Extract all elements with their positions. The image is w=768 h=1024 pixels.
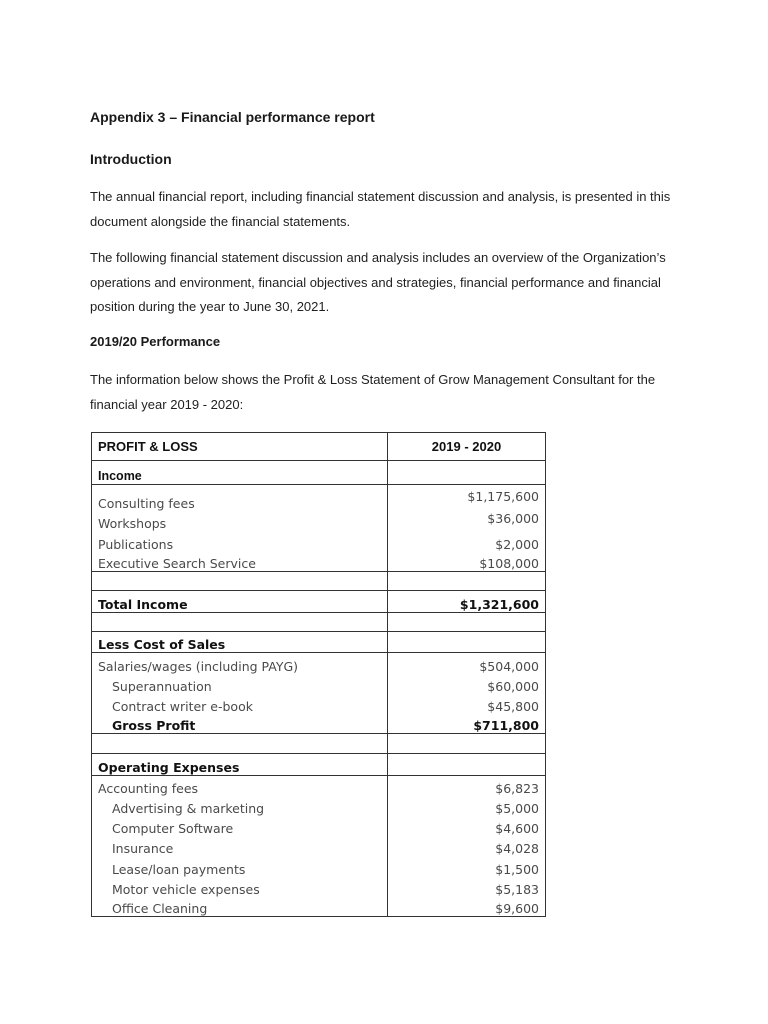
row-label: Lease/loan payments xyxy=(92,856,388,877)
income-heading: Income xyxy=(92,461,388,485)
row-value: $5,000 xyxy=(388,796,546,816)
row-value: $1,500 xyxy=(388,856,546,877)
table-row xyxy=(92,552,546,572)
table-row xyxy=(92,674,546,694)
row-value: $9,600 xyxy=(388,897,546,917)
row-label: Advertising & marketing xyxy=(92,796,388,816)
table-row xyxy=(92,816,546,836)
gross-profit-row xyxy=(92,714,546,734)
row-value: $45,800 xyxy=(388,694,546,714)
row-value: $4,028 xyxy=(388,836,546,856)
gross-profit-value: $711,800 xyxy=(388,714,546,734)
income-heading-row xyxy=(92,461,546,485)
performance-heading: 2019/20 Performance xyxy=(90,334,221,349)
row-label: Publications xyxy=(92,531,388,552)
row-label: Executive Search Service xyxy=(92,552,388,572)
intro-paragraph-1: The annual financial report, including financial statement discussion and analysis, is presented in this document alongside the financial statements. xyxy=(90,189,671,229)
row-label: Computer Software xyxy=(92,816,388,836)
row-label: Contract writer e-book xyxy=(92,694,388,714)
header-label-cell: PROFIT & LOSS xyxy=(92,433,388,461)
gross-profit-label: Gross Profit xyxy=(92,714,388,734)
row-label: Insurance xyxy=(92,836,388,856)
header-year-cell: 2019 - 2020 xyxy=(388,433,546,461)
table-row xyxy=(92,531,546,552)
row-label: Consulting fees xyxy=(92,485,388,511)
document-title: Appendix 3 – Financial performance report xyxy=(90,109,375,125)
row-label: Salaries/wages (including PAYG) xyxy=(92,653,388,674)
row-value: $60,000 xyxy=(388,674,546,694)
cost-of-sales-heading: Less Cost of Sales xyxy=(92,632,388,653)
opex-heading-row xyxy=(92,754,546,776)
row-value: $36,000 xyxy=(388,511,546,531)
row-value: $2,000 xyxy=(388,531,546,552)
total-income-label: Total Income xyxy=(92,591,388,613)
table-row xyxy=(92,796,546,816)
row-value: $1,175,600 xyxy=(388,485,546,511)
operating-expenses-heading: Operating Expenses xyxy=(92,754,388,776)
row-label: Accounting fees xyxy=(92,776,388,796)
row-value: $4,600 xyxy=(388,816,546,836)
table-row xyxy=(92,653,546,674)
row-label: Motor vehicle expenses xyxy=(92,877,388,897)
row-value: $6,823 xyxy=(388,776,546,796)
table-header-row xyxy=(92,433,546,461)
table-row xyxy=(92,776,546,796)
performance-paragraph: The information below shows the Profit & Loss Statement of Grow Management Consultant for the financial year 2019 - 2020: xyxy=(90,372,656,412)
total-income-row xyxy=(92,591,546,613)
spacer-row xyxy=(92,572,546,591)
intro-paragraph-2: The following financial statement discussion and analysis includes an overview of the Organization’s operations and environment, financial objectives and strategies, financial performance and financial position during the year to June 30, 2021. xyxy=(90,250,666,314)
spacer-row xyxy=(92,613,546,632)
table-row xyxy=(92,511,546,531)
table-row xyxy=(92,877,546,897)
cost-heading-row xyxy=(92,632,546,653)
table-row xyxy=(92,485,546,511)
table-row xyxy=(92,694,546,714)
spacer-row xyxy=(92,734,546,754)
table-row xyxy=(92,856,546,877)
total-income-value: $1,321,600 xyxy=(388,591,546,613)
profit-loss-table xyxy=(91,432,546,917)
row-label: Workshops xyxy=(92,511,388,531)
row-label: Office Cleaning xyxy=(92,897,388,917)
table-row xyxy=(92,897,546,917)
table-row xyxy=(92,836,546,856)
introduction-heading: Introduction xyxy=(90,151,172,167)
row-value: $5,183 xyxy=(388,877,546,897)
row-label: Superannuation xyxy=(92,674,388,694)
row-value: $108,000 xyxy=(388,552,546,572)
row-value: $504,000 xyxy=(388,653,546,674)
